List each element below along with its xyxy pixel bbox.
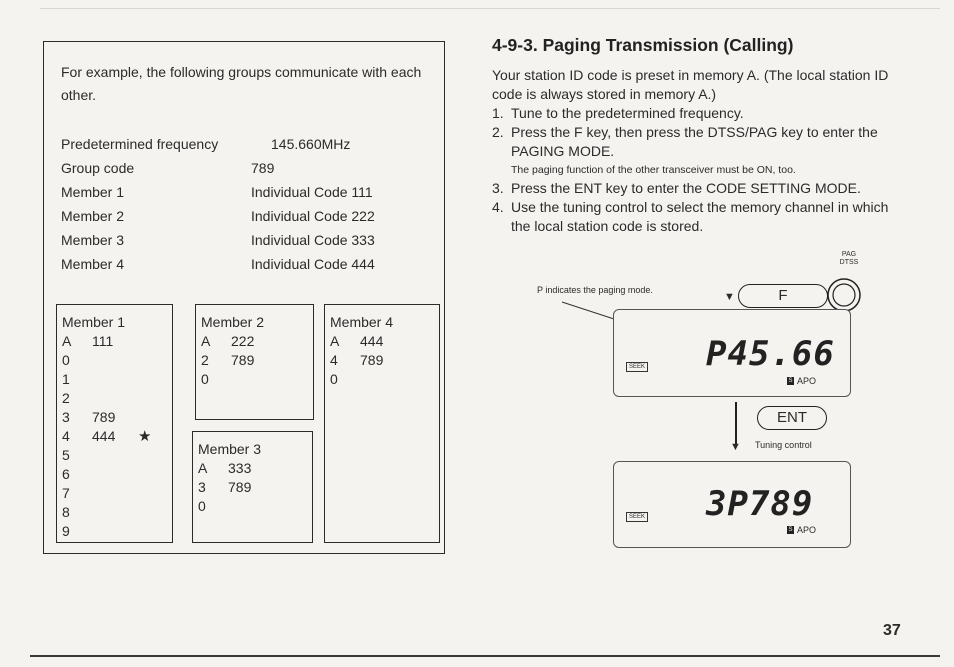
memory-row — [201, 370, 313, 389]
top-rule — [40, 8, 940, 9]
memory-code — [92, 389, 132, 408]
down-arrow-icon: ▼ — [730, 441, 741, 453]
page-number: 37 — [883, 622, 901, 639]
memory-row — [62, 370, 172, 389]
member-title: Member 3 — [198, 441, 262, 457]
member-title: Member 4 — [330, 314, 394, 330]
memory-row — [330, 351, 439, 370]
apo-indicator — [787, 525, 816, 535]
memory-channel: 4 — [330, 352, 338, 368]
step-number: 4. — [492, 199, 504, 215]
seek-indicator: SEEK — [626, 362, 648, 372]
star-icon: ★ — [138, 428, 152, 445]
step-text: Press the ENT key to enter the CODE SETTING MODE. — [511, 180, 861, 196]
memory-channel: 4 — [62, 428, 70, 444]
info-value: Individual Code 111 — [251, 184, 373, 200]
apo-label: APO — [797, 376, 817, 386]
pag-label: PAG — [841, 251, 857, 258]
memory-channel: 0 — [330, 371, 338, 387]
memory-row — [62, 427, 172, 446]
memory-row — [62, 408, 172, 427]
info-label: Member 4 — [61, 256, 125, 272]
member-3-box — [192, 431, 313, 543]
member-1-box — [56, 304, 173, 543]
dtss-label: DTSS — [839, 259, 859, 266]
lcd-frequency-readout: P45.66 — [706, 334, 835, 374]
info-value: Individual Code 444 — [251, 256, 375, 272]
memory-code: 789 — [92, 409, 116, 425]
example-box — [43, 41, 445, 554]
memory-channel: 6 — [62, 466, 70, 482]
member-title: Member 2 — [201, 314, 265, 330]
memory-row — [62, 351, 172, 370]
info-value: Individual Code 333 — [251, 232, 375, 248]
memory-code: 789 — [231, 352, 255, 368]
member-title: Member 1 — [62, 314, 126, 330]
memory-channel: 8 — [62, 504, 70, 520]
memory-row — [62, 332, 172, 351]
memory-channel: 2 — [62, 390, 70, 406]
info-value: 145.660MHz — [271, 136, 351, 152]
memory-channel: A — [62, 333, 72, 349]
memory-code: 789 — [360, 352, 384, 368]
memory-channel: A — [198, 460, 208, 476]
memory-code: 444 — [92, 428, 116, 444]
memory-row — [330, 332, 439, 351]
memory-code — [92, 503, 132, 522]
info-row — [61, 204, 375, 228]
memory-row — [62, 389, 172, 408]
memory-code — [92, 370, 132, 389]
memory-code — [92, 351, 132, 370]
ent-key-button[interactable]: ENT — [757, 406, 827, 430]
memory-row — [62, 465, 172, 484]
dtss-pag-key-icon[interactable] — [826, 277, 862, 313]
step-number: 3. — [492, 180, 504, 196]
memory-channel: 0 — [201, 371, 209, 387]
info-row — [61, 156, 375, 180]
info-label: Group code — [61, 160, 135, 176]
step-item — [492, 123, 906, 161]
pag-key-label — [834, 251, 864, 267]
example-intro: For example, the following groups communicate with each other. — [61, 64, 422, 103]
section-heading: 4-9-3. Paging Transmission (Calling) — [492, 35, 794, 55]
memory-row — [62, 522, 172, 541]
memory-row — [330, 370, 439, 389]
apo-mark: S — [788, 527, 793, 533]
info-row — [61, 180, 375, 204]
memory-row — [201, 351, 313, 370]
memory-channel: 9 — [62, 523, 70, 539]
info-row — [61, 132, 375, 156]
info-label: Member 3 — [61, 232, 125, 248]
memory-code — [92, 484, 132, 503]
info-row — [61, 252, 375, 276]
memory-code — [92, 446, 132, 465]
memory-code — [231, 370, 271, 389]
memory-channel: 3 — [198, 479, 206, 495]
step-item — [492, 198, 906, 236]
memory-row — [62, 484, 172, 503]
memory-code: 333 — [228, 460, 252, 476]
member-4-box — [324, 304, 440, 543]
paging-mode-label: P indicates the paging mode. — [537, 285, 653, 295]
step-text: Tune to the predetermined frequency. — [511, 105, 744, 121]
memory-row — [62, 503, 172, 522]
memory-channel: 1 — [62, 371, 70, 387]
step-number: 2. — [492, 124, 504, 140]
memory-code: 789 — [228, 479, 252, 495]
info-value: 789 — [251, 160, 275, 176]
memory-channel: A — [330, 333, 340, 349]
memory-channel: 7 — [62, 485, 70, 501]
seek-indicator: SEEK — [626, 512, 648, 522]
apo-indicator — [787, 376, 816, 386]
down-arrow-line — [735, 402, 737, 446]
memory-code — [228, 497, 268, 516]
step-number: 1. — [492, 105, 504, 121]
f-key-button[interactable]: F — [738, 284, 828, 308]
tuning-control-label: Tuning control — [755, 440, 812, 450]
step-item — [492, 104, 906, 123]
lcd-display-code — [613, 461, 851, 548]
memory-channel: 0 — [62, 352, 70, 368]
memory-code — [92, 465, 132, 484]
memory-row — [62, 446, 172, 465]
memory-channel: 3 — [62, 409, 70, 425]
info-label: Member 1 — [61, 184, 125, 200]
info-label: Member 2 — [61, 208, 125, 224]
memory-code: 222 — [231, 333, 255, 349]
memory-channel: 5 — [62, 447, 70, 463]
instructions — [492, 66, 906, 236]
member-2-box — [195, 304, 314, 420]
memory-code — [92, 522, 132, 541]
memory-channel: 0 — [198, 498, 206, 514]
memory-row — [198, 497, 312, 516]
group-info-table — [61, 132, 375, 276]
bottom-rule — [30, 655, 940, 657]
down-arrow-icon: ▼ — [724, 291, 735, 303]
memory-code — [360, 370, 400, 389]
step-note: The paging function of the other transceiver must be ON, too. — [511, 164, 796, 176]
lcd-display-paging — [613, 309, 851, 397]
intro-paragraph: Your station ID code is preset in memory A. (The local station ID code is always stored in memory A.) — [492, 67, 889, 102]
step-text: Use the tuning control to select the memory channel in which the local station code is stored. — [511, 199, 889, 234]
memory-channel: 2 — [201, 352, 209, 368]
lcd-code-readout: 3P789 — [706, 484, 814, 524]
memory-code: 444 — [360, 333, 384, 349]
info-label: Predetermined frequency — [61, 136, 219, 152]
memory-code: 111 — [92, 333, 114, 349]
info-row — [61, 228, 375, 252]
step-item — [492, 179, 906, 198]
memory-channel: A — [201, 333, 211, 349]
memory-row — [198, 459, 312, 478]
info-value: Individual Code 222 — [251, 208, 375, 224]
step-text: Press the F key, then press the DTSS/PAG key to enter the PAGING MODE. — [511, 124, 878, 159]
memory-row — [201, 332, 313, 351]
apo-mark: S — [788, 378, 793, 384]
apo-label: APO — [797, 525, 817, 535]
memory-row — [198, 478, 312, 497]
